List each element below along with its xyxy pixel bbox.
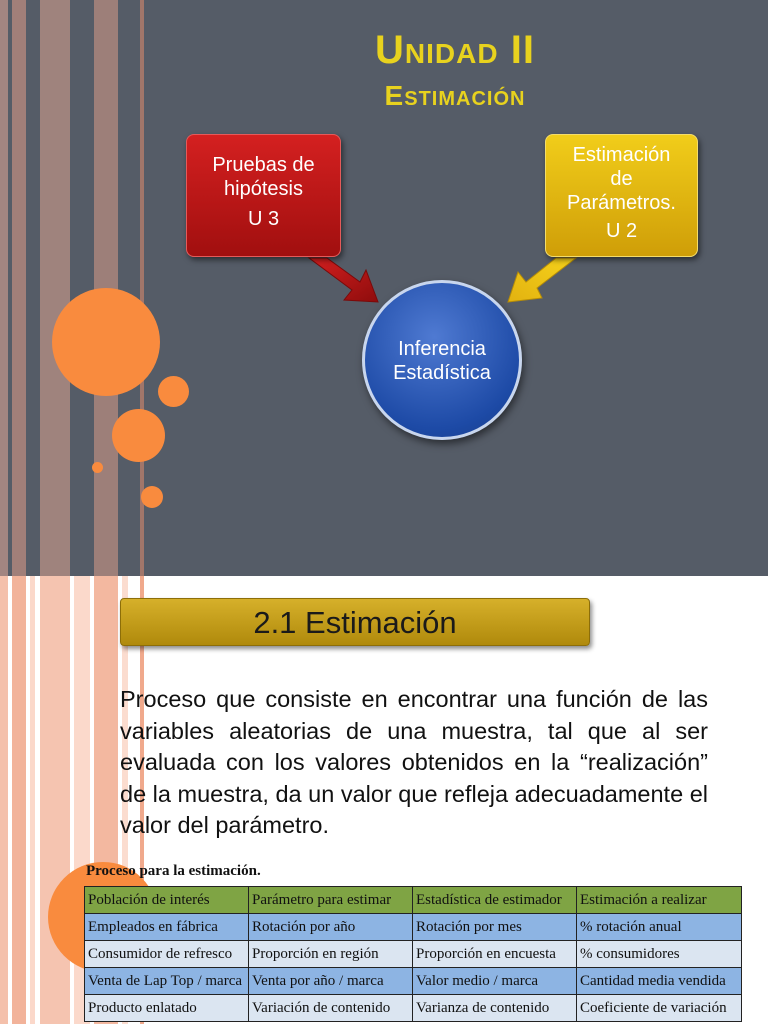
table-cell: Rotación por mes	[413, 914, 577, 941]
table-title: Proceso para la estimación.	[86, 863, 261, 879]
box-right-line4: U 2	[605, 220, 638, 242]
arrow-red	[309, 258, 378, 302]
slide-title: Unidad II	[375, 28, 535, 72]
table-cell: Variación de contenido	[249, 995, 413, 1022]
table-row	[85, 914, 742, 941]
table-cell: Valor medio / marca	[413, 968, 577, 995]
center-line1: Inferencia	[398, 338, 486, 360]
table-header-cell: Estimación a realizar	[577, 887, 742, 914]
table-cell: Proporción en región	[249, 941, 413, 968]
slide-subtitle: Estimación	[384, 80, 526, 111]
table-cell: Varianza de contenido	[413, 995, 577, 1022]
box-left-line3: U 3	[247, 208, 280, 230]
definition-paragraph: Proceso que consiste en encontrar una función de las variables aleatorias de una muestra, tal que al ser evaluada con los valores obtenidos en la “realización” de la muestra, da un valor que refleja adecuadamente el valor del parámetro.	[120, 686, 708, 838]
table-header-row	[85, 887, 742, 914]
hypothesis-testing-box	[186, 134, 341, 257]
table-cell: Cantidad media vendida	[577, 968, 742, 995]
statistical-inference-circle	[362, 280, 522, 440]
box-right-line2: de	[610, 168, 633, 190]
table-row	[85, 995, 742, 1022]
table-header-cell: Población de interés	[85, 887, 249, 914]
parameter-estimation-box	[545, 134, 698, 257]
table-cell: Rotación por año	[249, 914, 413, 941]
box-left-line1: Pruebas de	[212, 154, 315, 176]
table-row	[85, 968, 742, 995]
box-left-line2: hipótesis	[224, 178, 303, 200]
table-cell: % rotación anual	[577, 914, 742, 941]
table-cell: Venta de Lap Top / marca	[85, 968, 249, 995]
estimation-process-table	[84, 886, 742, 1022]
table-cell: Producto enlatado	[85, 995, 249, 1022]
box-right-line1: Estimación	[572, 144, 671, 166]
table-cell: % consumidores	[577, 941, 742, 968]
table-cell: Empleados en fábrica	[85, 914, 249, 941]
table-cell: Consumidor de refresco	[85, 941, 249, 968]
table-header-cell: Estadística de estimador	[413, 887, 577, 914]
box-right-line3: Parámetros.	[567, 192, 676, 214]
arrow-yellow	[508, 258, 576, 302]
center-line2: Estadística	[393, 362, 491, 384]
table-cell: Proporción en encuesta	[413, 941, 577, 968]
table-header-cell: Parámetro para estimar	[249, 887, 413, 914]
table-row	[85, 941, 742, 968]
table-cell: Venta por año / marca	[249, 968, 413, 995]
section-heading: 2.1 Estimación	[253, 605, 457, 640]
section-heading-banner	[120, 598, 590, 646]
table-cell: Coeficiente de variación	[577, 995, 742, 1022]
